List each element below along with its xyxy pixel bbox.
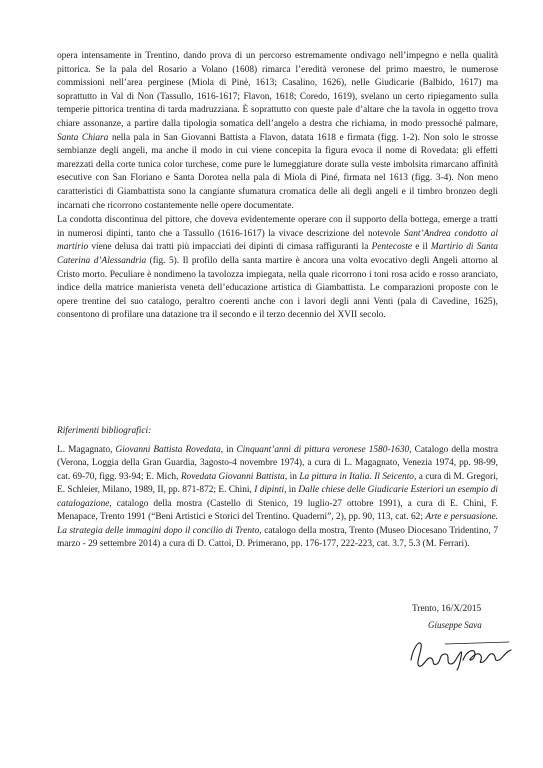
text-run: , catalogo della mostra (Castello di Stenico, 19 luglio-27 ottobre 1991), a cura di E. Chini, F. Menapace, Trento 1991 (“Beni Artistici e Storici del Trentino. Quaderni”, 2), pp. 90, 113, cat. 62; <box>57 498 498 522</box>
body-text <box>57 50 498 323</box>
italic-text: Sant’Andrea condotto al martirio <box>57 228 498 253</box>
italic-text: Pentecoste <box>371 242 413 253</box>
text-run: , a cura di M. Gregori, E. Schleier, Milano, 1989, II, pp. 871-872; E. Chini, <box>57 471 499 495</box>
text-run: La condotta discontinua del pittore, che doveva evidentemente operare con il supporto della bottega, emerge a tratti in numerosi dipinti, tanto che a Tassullo (1616-1617) la vivace descrizione del notevole <box>57 215 498 239</box>
handwritten-signature <box>405 630 515 672</box>
italic-text: Cinquant’anni di pittura veronese 1580-1630 <box>236 444 410 455</box>
italic-text: I dipinti <box>254 485 285 495</box>
paragraph <box>57 214 498 323</box>
text-run: viene delusa dai tratti più impacciati dei dipinti di cimasa raffiguranti la <box>88 242 372 253</box>
italic-text: Giovanni Battista Rovedata <box>115 444 221 455</box>
text-run: opera intensamente in Trentino, dando prova di un percorso estremamente ondivago nell’impegno e nella qualità pittorica. Se la pala del Rosario a Volano (1608) rimarca l’eredità veronese del primo maestro, le numerose commissioni nell’area perginese (Miola di Pinè, 1613; Casalino, 1626), nelle Giudicarie (Balbido, 1617) ma soprattutto in Val di Non (Tassullo, 1616-1617; Flavon, 1618; Coredo, 1619), svelano un certo ripiegamento sulla temperie pittorica trentina di tarda madruzziana. È soprattutto con queste pale d’altare che la tavola in oggetto trova chiare assonanze, a partire dalla tipologia somatica dell’angelo a destra che richiama, in modo pressoché palmare, <box>57 51 498 129</box>
text-run: L. Magagnato, <box>57 444 116 455</box>
italic-text: La pittura in Italia. Il Seicento <box>299 471 414 482</box>
text-run: nella pala in San Giovanni Battista a Flavon, datata 1618 e firmata (figg. 1-2). Non solo le strosse sembianze degli angeli, ma anche il modo in cui viene concepita la figura evoca il nome di Rovedata: gli effetti marezzati della corte tunica color turchese, come pure le lumeggiature dorate sulla veste imbolsita rimarcano affinità esecutive con San Floriano e Santa Dorotea nella pala di Miola di Piné, firmata nel 1613 (figg. 3-4). Non meno caratteristici di Giambattista sono la cangiante sfumatura cromatica delle ali degli angeli e il timbro bronzeo degli incarnati che ricorrono costantemente nelle opere documentate. <box>57 132 498 211</box>
text-run: (fig. 5). Il profilo della santa martire è ancora una volta evocativo degli Angeli attorno al Cristo morto. Peculiare è nondimeno la tavolozza impiegata, nella quale ricorrono i toni rosa acido e rosso aranciato, indice della matrice manierista veneta dell’educazione artistica di Giambattista. Le comparazioni proposte con le opere trentine del suo catalogo, peraltro coerenti anche con i lavori degli anni Venti (pala di Cavedine, 1625), consentono di profilare una datazione tra il secondo e il terzo decennio del XVII secolo. <box>57 255 498 321</box>
text-run: , in <box>220 444 237 455</box>
bibliography-text <box>57 444 498 552</box>
place-date: Trento, 16/X/2015 <box>412 604 482 614</box>
text-run: e il <box>412 242 431 253</box>
italic-text: Santa Chiara <box>57 132 109 143</box>
bibliography-heading: Riferimenti bibliografici: <box>57 426 152 436</box>
italic-text: Martirio di Santa Caterina d’Alessandria <box>57 242 498 266</box>
text-run: , catalogo della mostra, Trento (Museo Diocesano Tridentino, 7 marzo - 29 settembre 2014) a cura di D. Cattoi, D. Primerano, pp. 176-177, 222-223, cat. 3.7, 5.3 (M. Ferrari). <box>57 525 498 549</box>
author-name: Giuseppe Sava <box>428 620 482 630</box>
text-run: , Catalogo della mostra (Verona, Loggia della Gran Guardia, 3agosto-4 novembre 1974), a cura di L. Magagnato, Venezia 1974, pp. 98-99, cat. 69-70, figg. 93-94; E. Mich, <box>57 444 499 482</box>
italic-text: Arte e persuasione. La strategia delle immagini dopo il concilio di Trento <box>57 512 498 536</box>
paragraph <box>57 50 498 213</box>
bibliography <box>57 425 498 552</box>
italic-text: Rovedata Giovanni Battista <box>180 471 285 482</box>
italic-text: Dalle chiese delle Giudicarie Esteriori un esempio di catalogazione <box>57 485 498 509</box>
text-run: , in <box>284 485 299 495</box>
text-run: , in <box>284 471 300 482</box>
